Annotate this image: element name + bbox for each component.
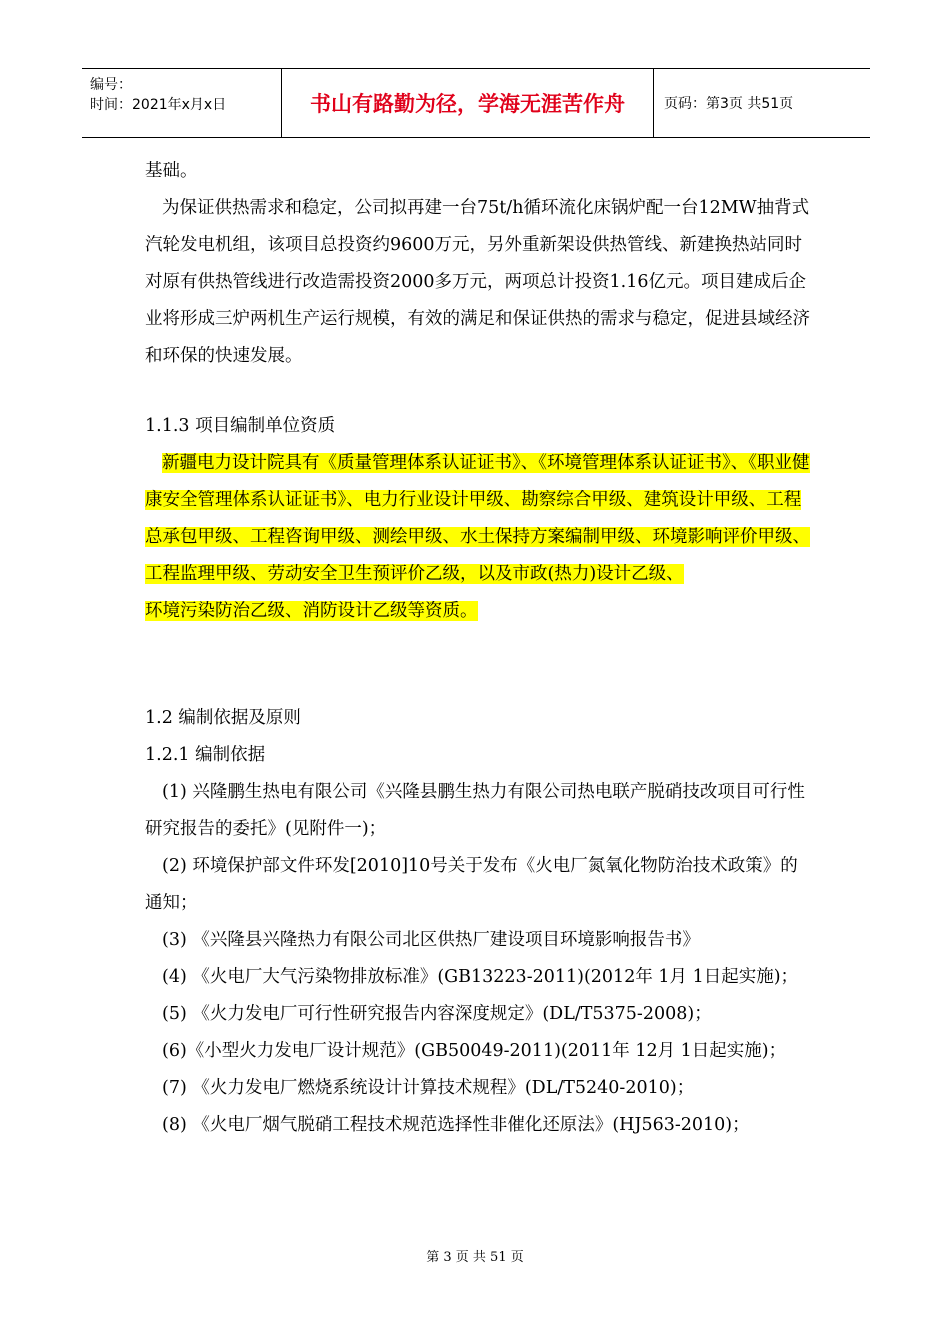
header-motto: 书山有路勤为径，学海无涯苦作舟 bbox=[282, 69, 654, 137]
header-page-info: 页码：第3页 共51页 bbox=[664, 96, 794, 112]
reference-item: (7) 《火力发电厂燃烧系统设计计算技术规程》(DL/T5240-2010)； bbox=[162, 1078, 695, 1098]
reference-item: (4) 《火电厂大气污染物排放标准》(GB13223-2011)(2012年 1月 1日起实施)； bbox=[162, 967, 799, 987]
heading-1-2-1: 1.2.1 编制依据 bbox=[145, 745, 266, 765]
heading-1-1-3: 1.1.3 项目编制单位资质 bbox=[145, 416, 336, 436]
paragraph-qualifications bbox=[145, 445, 815, 630]
highlighted-qualifications: 新疆电力设计院具有《质量管理体系认证证书》、《环境管理体系认证证书》、《职业健康安全管理体系认证证书》、电力行业设计甲级、勘察综合甲级、建筑设计甲级、工程总承包甲级、工程咨询甲级、测绘甲级、水土保持方案编制甲级、环境影响评价甲级、工程监理甲级、劳动安全卫生预评价乙级，以及市政(热力)设计乙级、 bbox=[145, 453, 810, 584]
reference-item: (8) 《火电厂烟气脱硝工程技术规范选择性非催化还原法》(HJ563-2010)； bbox=[162, 1115, 750, 1135]
reference-item: (6)《小型火力发电厂设计规范》(GB50049-2011)(2011年 12月 1日起实施)； bbox=[162, 1041, 787, 1061]
header-meta bbox=[82, 69, 282, 137]
reference-item: (1) 兴隆鹏生热电有限公司《兴隆县鹏生热力有限公司热电联产脱硝技改项目可行性研究报告的委托》(见附件一)； bbox=[145, 782, 805, 839]
highlighted-qualifications-end: 环境污染防治乙级、消防设计乙级等资质。 bbox=[145, 601, 478, 621]
document-time-label: 时间：2021年x月x日 bbox=[90, 97, 227, 113]
document-number-label: 编号： bbox=[90, 77, 132, 93]
reference-item: (2) 环境保护部文件环发[2010]10号关于发布《火电厂氮氧化物防治技术政策》的通知； bbox=[145, 856, 798, 913]
page-header bbox=[82, 68, 870, 138]
document-body bbox=[145, 153, 815, 1144]
reference-item: (3) 《兴隆县兴隆热力有限公司北区供热厂建设项目环境影响报告书》 bbox=[162, 930, 700, 950]
heading-1-2: 1.2 编制依据及原则 bbox=[145, 708, 301, 728]
reference-item: (5) 《火力发电厂可行性研究报告内容深度规定》(DL/T5375-2008)； bbox=[162, 1004, 712, 1024]
paragraph-base: 基础。 bbox=[145, 161, 198, 181]
paragraph-heat-supply: 为保证供热需求和稳定，公司拟再建一台75t/h循环流化床锅炉配一台12MW抽背式汽轮发电机组，该项目总投资约9600万元，另外重新架设供热管线、新建换热站同时对原有供热管线进行改造需投资2000多万元，两项总计投资1.16亿元。项目建成后企业将形成三炉两机生产运行规模，有效的满足和保证供热的需求与稳定，促进县域经济和环保的快速发展。 bbox=[145, 198, 810, 366]
page-footer: 第 3 页 共 51 页 bbox=[426, 1250, 524, 1265]
